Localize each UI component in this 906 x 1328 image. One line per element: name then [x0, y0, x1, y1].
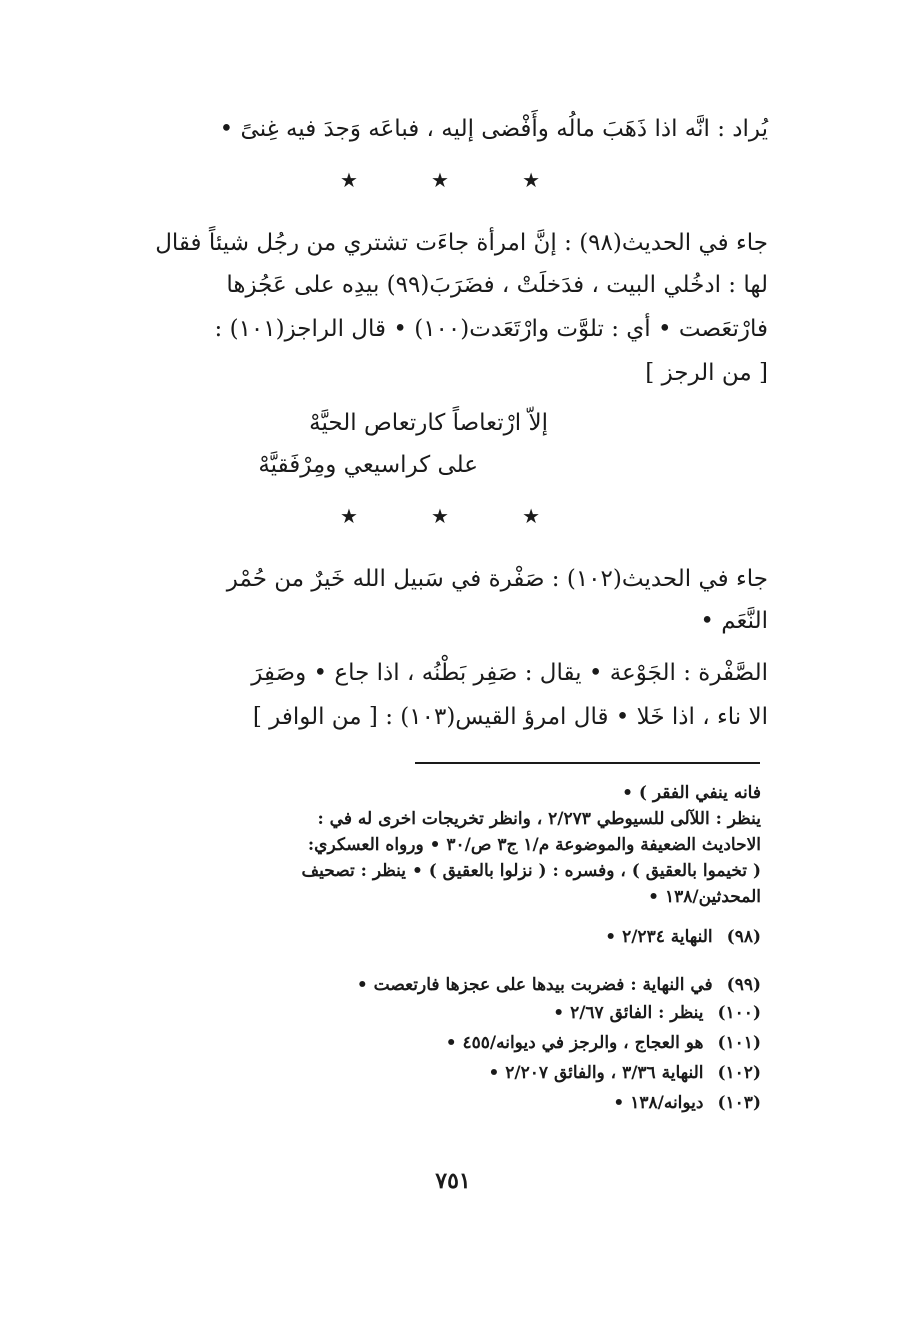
footnote-item [357, 972, 761, 998]
footnote-text: النهاية ٢/٢٣٤ • [605, 927, 713, 947]
footnote-item [553, 1000, 761, 1026]
body-line: فارْتعَصت • أي : تلوَّت وارْتَعَدت(١٠٠) • قال الراجز(١٠١) : [214, 316, 768, 342]
footnote-line: المحدثين/١٣٨ • [648, 887, 761, 907]
body-line: جاء في الحديث(١٠٢) : صَفْرة في سَبيل الله خَيرٌ من حُمْر [226, 566, 768, 592]
footnote-item [446, 1030, 761, 1056]
star-icon: ★ [340, 504, 358, 528]
body-line: يُراد : انَّه اذا ذَهَبَ مالُه وأَفْضى إليه ، فباعَه وَجدَ فيه غِنىً • [219, 116, 768, 142]
star-icon: ★ [522, 504, 540, 528]
star-icon: ★ [340, 168, 358, 192]
footnote-item [489, 1060, 762, 1086]
star-icon: ★ [431, 168, 449, 192]
footnote-number: (١٠٢) [717, 1063, 761, 1083]
body-line: جاء في الحديث(٩٨) : إنَّ امرأة جاءَت تشتري من رجُل شيئاً فقال [155, 230, 768, 256]
footnote-number: (١٠٣) [717, 1093, 761, 1113]
body-line: الا ناء ، اذا خَلا • قال امرؤ القيس(١٠٣) : [ من الوافر ] [252, 704, 768, 730]
footnote-line: الاحاديث الضعيفة والموضوعة م/١ ج٣ ص/٣٠ • ورواه العسكري: [307, 835, 761, 855]
footnote-line: ينظر : اللآلى للسيوطي ٢/٢٧٣ ، وانظر تخريجات اخرى له في : [317, 809, 761, 829]
footnote-text: هو العجاج ، والرجز في ديوانه/٤٥٥ • [445, 1033, 704, 1053]
footnote-text: في النهاية : فضربت بيدها على عجزها فارتعصت • [356, 975, 713, 995]
meter-label: [ من الرجز ] [645, 360, 768, 386]
footnote-number: (١٠١) [717, 1033, 761, 1053]
star-icon: ★ [522, 168, 540, 192]
section-divider [340, 504, 540, 528]
footnote-item [613, 1090, 761, 1116]
footnote-item [605, 924, 761, 950]
verse-line: على كراسيعي ومِرْفَقيَّهْ [258, 452, 478, 478]
footnote-separator [415, 762, 760, 764]
star-icon: ★ [431, 504, 449, 528]
footnote-text: ينظر : الفائق ٢/٦٧ • [553, 1003, 704, 1023]
footnote-text: ديوانه/١٣٨ • [613, 1093, 704, 1113]
footnote-number: (٩٨) [726, 927, 761, 947]
page-number: ٧٥١ [435, 1168, 471, 1194]
footnote-line: ( تخيموا بالعقيق ) ، وفسره : ( نزلوا بالعقيق ) • ينظر : تصحيف [301, 861, 761, 881]
verse-line: إلاّ ارْتعاصاً كارتعاص الحيَّهْ [309, 410, 548, 436]
body-line: الصَّفْرة : الجَوْعة • يقال : صَفِر بَطْنُه ، اذا جاع • وصَفِرَ [251, 660, 768, 686]
body-line: لها : ادخُلي البيت ، فدَخلَتْ ، فضَرَبَ(٩٩) بيدِه على عَجُزها [226, 272, 768, 298]
body-line: النَّعَم • [700, 608, 768, 634]
footnote-line: فانه ينفي الفقر ) • [622, 783, 761, 803]
footnote-text: النهاية ٣/٣٦ ، والفائق ٢/٢٠٧ • [488, 1063, 704, 1083]
footnote-number: (٩٩) [726, 975, 761, 995]
footnote-number: (١٠٠) [717, 1003, 761, 1023]
section-divider [340, 168, 540, 192]
